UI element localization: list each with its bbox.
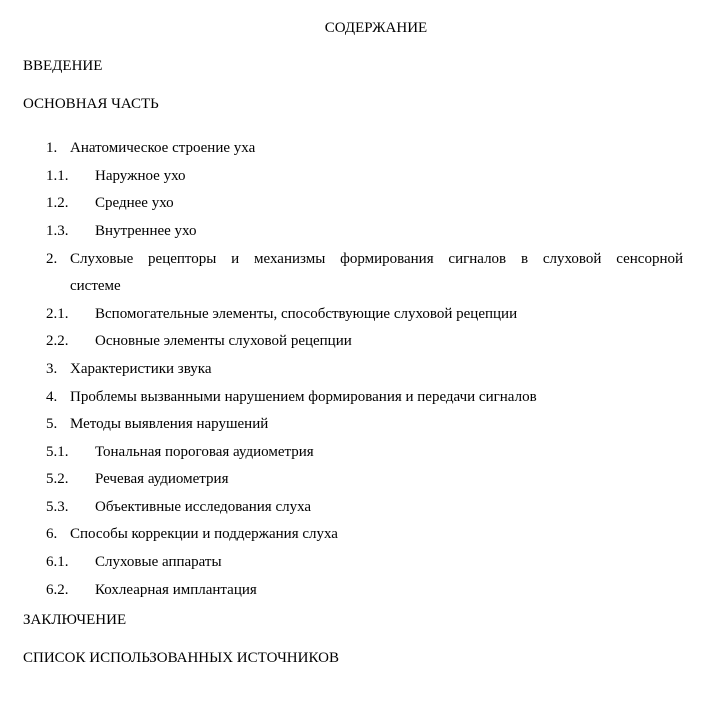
toc-item-number: 1.1. [46, 168, 69, 184]
toc-item-number: 5.2. [46, 471, 69, 487]
toc-section-references: СПИСОК ИСПОЛЬЗОВАННЫХ ИСТОЧНИКОВ [23, 650, 339, 666]
toc-item-number: 1.2. [46, 195, 69, 211]
toc-item-text: Проблемы вызванными нарушением формирования и передачи сигналов [70, 389, 537, 405]
toc-item-text: Вспомогательные элементы, способствующие слуховой рецепции [95, 306, 518, 322]
toc-item-number: 3. [46, 361, 58, 377]
toc-item-number: 2.1. [46, 306, 69, 322]
toc-item-number: 2. [46, 251, 58, 267]
toc-section-intro: ВВЕДЕНИЕ [23, 58, 103, 74]
toc-item-text: Анатомическое строение уха [70, 140, 256, 156]
toc-item-number: 6.2. [46, 582, 69, 598]
toc-item-text: Наружное ухо [95, 168, 186, 184]
toc-item-2-text-line2: системе [70, 278, 121, 294]
toc-item-text: Характеристики звука [70, 361, 212, 377]
toc-item-text: Внутреннее ухо [95, 223, 197, 239]
toc-item-number: 1.3. [46, 223, 69, 239]
toc-item-number: 5.1. [46, 444, 69, 460]
toc-item-text: Способы коррекции и поддержания слуха [70, 526, 338, 542]
toc-item-text: Слуховые аппараты [95, 554, 222, 570]
toc-item-number: 2.2. [46, 333, 69, 349]
toc-section-main-part: ОСНОВНАЯ ЧАСТЬ [23, 96, 159, 112]
toc-item-number: 5. [46, 416, 58, 432]
toc-item-number: 6. [46, 526, 58, 542]
toc-item-number: 1. [46, 140, 58, 156]
toc-item-number: 5.3. [46, 499, 69, 515]
toc-item-text: Объективные исследования слуха [95, 499, 312, 515]
toc-section-conclusion: ЗАКЛЮЧЕНИЕ [23, 612, 127, 628]
toc-item-text: Методы выявления нарушений [70, 416, 269, 432]
toc-item-number: 4. [46, 389, 58, 405]
toc-item-2-text-line1: Слуховые рецепторы и механизмы формирования сигналов в слуховой сенсорной [70, 251, 683, 267]
page-title: СОДЕРЖАНИЕ [324, 20, 428, 36]
toc-item-number: 6.1. [46, 554, 69, 570]
toc-item-text: Среднее ухо [95, 195, 174, 211]
toc-item-text: Тональная пороговая аудиометрия [95, 444, 314, 460]
toc-item-text: Речевая аудиометрия [95, 471, 229, 487]
toc-item-text: Кохлеарная имплантация [95, 582, 257, 598]
toc-item-text: Основные элементы слуховой рецепции [95, 333, 352, 349]
